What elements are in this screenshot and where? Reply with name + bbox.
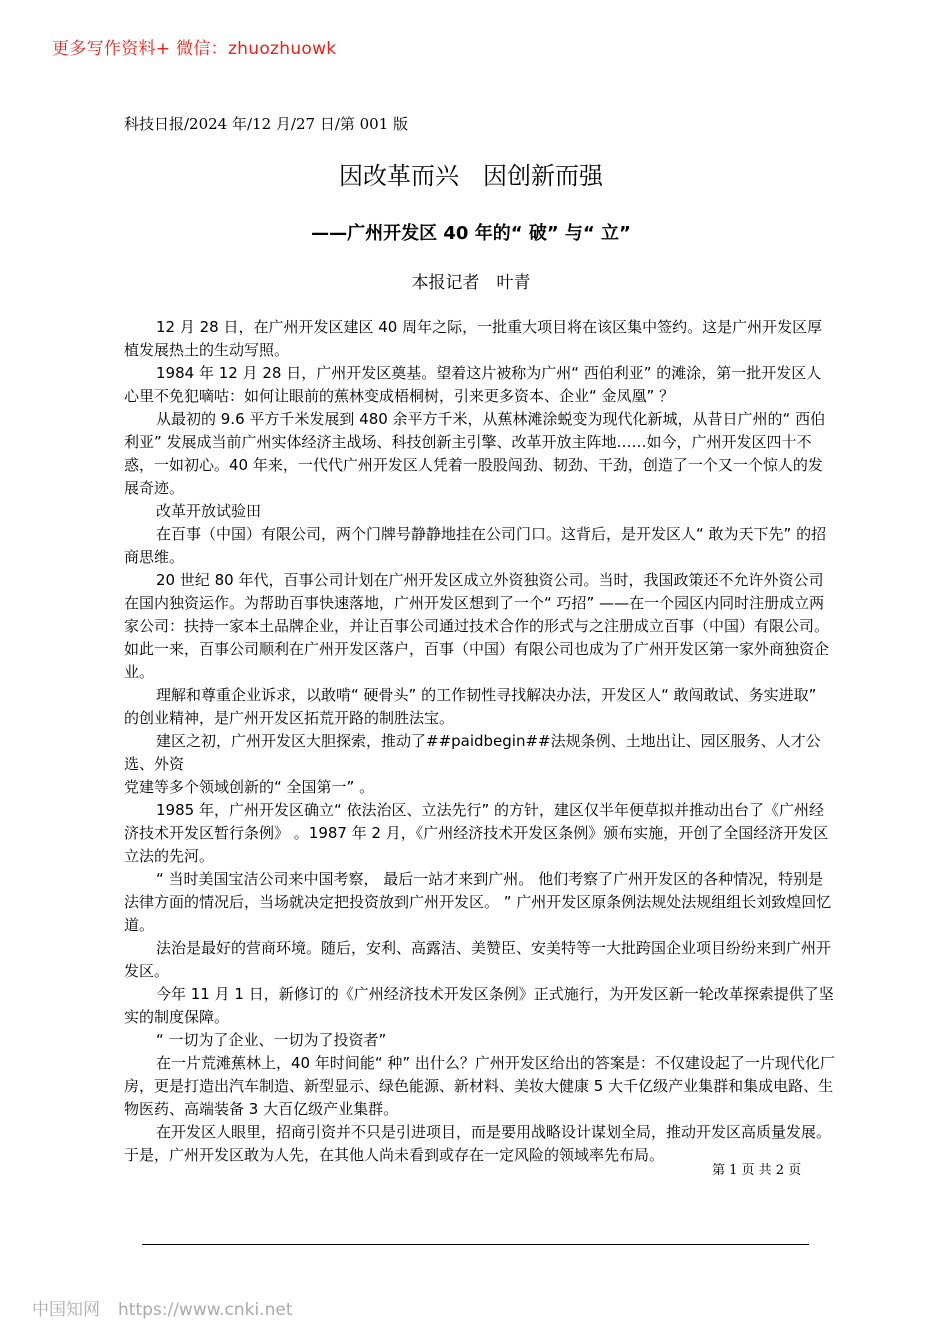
section-heading: 改革开放试验田 (156, 502, 262, 520)
paragraph: 20 世纪 80 年代，百事公司计划在广州开发区成立外资独资公司。当时，我国政策还不允许外资公司在国内独资运作。为帮助百事快速落地，广州开发区想到了一个“ 巧招” ——在一个园区内同时注册成立两家公司：扶持一家本土品牌企业，并让百事公司通过技术合作的形式与之注册成立百事（中国）有限公司。如此一来，百事公司顺利在广州开发区落户，百事（中国）有限公司也成为了广州开发区第一家外商独资企业。 (124, 571, 830, 681)
paragraph: 12 月 28 日，在广州开发区建区 40 周年之际，一批重大项目将在该区集中签约。这是广州开发区厚植发展热土的生动写照。 (124, 318, 823, 359)
footer (32, 1295, 310, 1320)
page-number: 第 1 页 共 2 页 (712, 1163, 802, 1178)
source-line: 科技日报/2024 年/12 月/27 日/第 001 版 (124, 115, 409, 133)
article-author: 本报记者 叶青 (411, 273, 531, 293)
paragraph: 在百事（中国）有限公司，两个门牌号静静地挂在公司门口。这背后，是开发区人“ 敢为天下先” 的招商思维。 (124, 525, 827, 566)
footer-brand: 中国知网 (32, 1300, 100, 1320)
paragraph: 从最初的 9.6 平方千米发展到 480 余平方千米，从蕉林滩涂蜕变为现代化新城，从昔日广州的“ 西伯利亚” 发展成当前广州实体经济主战场、科技创新主引擎、改革开放主阵地……如今，广州开发区四十不惑，一如初心。40 年来，一代代广州开发区人凭着一股股闯劲、韧劲、干劲，创造了一个又一个惊人的发展奇迹。 (124, 410, 826, 497)
paragraph: 在一片荒滩蕉林上，40 年时间能“ 种” 出什么？广州开发区给出的答案是：不仅建设起了一片现代化厂房，更是打造出汽车制造、新型显示、绿色能源、新材料、美妆大健康 5 大千亿级产业集群和集成电路、生物医药、高端装备 3 大百亿级产业集群。 (124, 1054, 835, 1118)
footer-url[interactable]: https://www.cnki.net (118, 1300, 293, 1320)
paragraph: 法治是最好的营商环境。随后，安利、高露洁、美赞臣、安美特等一大批跨国企业项目纷纷来到广州开发区。 (124, 939, 832, 980)
promo-text: 更多写作资料+ 微信：zhuozhuowk (52, 39, 337, 59)
article-body (124, 316, 836, 1167)
paragraph: 1984 年 12 月 28 日，广州开发区奠基。望着这片被称为广州“ 西伯利亚” 的滩涂，第一批开发区人心里不免犯嘀咕：如何让眼前的蕉林变成梧桐树，引来更多资本、企业“ 金凤凰” ？ (124, 364, 822, 405)
paragraph: 理解和尊重企业诉求，以敢啃“ 硬骨头” 的工作韧性寻找解决办法，开发区人“ 敢闯敢试、务实进取” 的创业精神，是广州开发区拓荒开路的制胜法宝。 (124, 686, 817, 727)
paragraph: 党建等多个领域创新的“ 全国第一” 。 (124, 778, 375, 796)
divider (142, 1244, 809, 1245)
article-title: 因改革而兴 因创新而强 (339, 162, 603, 190)
paragraph: 建区之初，广州开发区大胆探索，推动了##paidbegin##法规条例、土地出让、园区服务、人才公选、外资 (124, 732, 821, 773)
section-heading: “ 一切为了企业、一切为了投资者” (156, 1031, 387, 1049)
paragraph: “ 当时美国宝洁公司来中国考察， 最后一站才来到广州。 他们考察了广州开发区的各种情况，特别是法律方面的情况后，当场就决定把投资放到广州开发区。 ” 广州开发区原条例法规处法规组组长刘致煌回忆道。 (124, 870, 832, 934)
paragraph: 在开发区人眼里，招商引资并不只是引进项目，而是要用战略设计谋划全局，推动开发区高质量发展。于是，广州开发区敢为人先，在其他人尚未看到或存在一定风险的领域率先布局。 (124, 1123, 832, 1164)
paragraph: 今年 11 月 1 日，新修订的《广州经济技术开发区条例》正式施行，为开发区新一轮改革探索提供了坚实的制度保障。 (124, 985, 834, 1026)
paragraph: 1985 年，广州开发区确立“ 依法治区、立法先行” 的方针，建区仅半年便草拟并推动出台了《广州经济技术开发区暂行条例》 。1987 年 2 月，《广州经济技术开发区条例》颁布实施，开创了全国经济开发区立法的先河。 (124, 801, 829, 865)
article-subtitle: ——广州开发区 40 年的“ 破” 与“ 立” (311, 223, 631, 244)
